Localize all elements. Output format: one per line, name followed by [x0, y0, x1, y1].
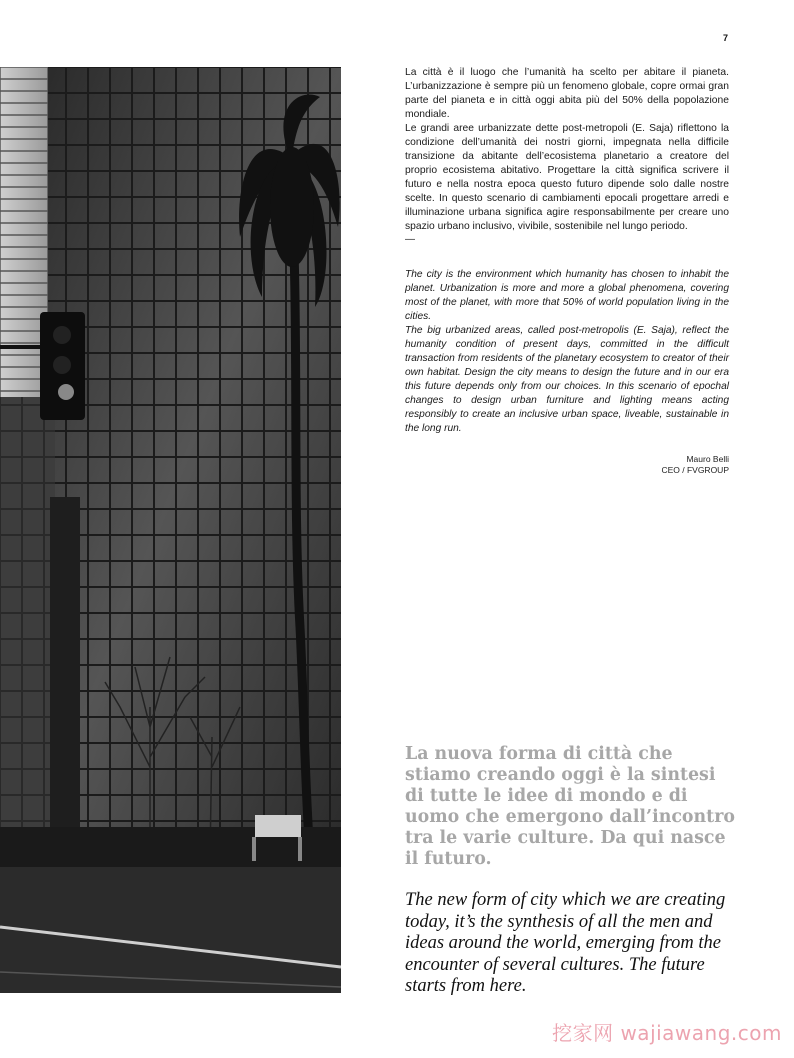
pull-quote-english: The new form of city which we are creating today, it’s the synthesis of all the men and ideas around the world, emerging from the encounter of several cultures. The future starts from here. — [405, 890, 726, 996]
article-column — [405, 66, 729, 476]
signature — [405, 454, 729, 476]
pull-quote-italian: La nuova forma di città che stiamo creando oggi è la sintesi di tutte le idee di mondo e di uomo che emergono dall’incontro tra le varie culture. Da qui nasce il futuro. — [405, 744, 735, 869]
watermark: 挖家网 wajiawang.com — [552, 1021, 782, 1045]
photo-illustration — [0, 67, 341, 993]
italian-paragraph-2: Le grandi aree urbanizzate dette post-metropoli (E. Saja) riflettono la condizione dell’umanità dei nostri giorni, impegnata nella difficile transizione da abitante dell’ecosistema planetario a creatore del proprio ecosistema abitativo. Progettare la città significa scrivere il futuro e nella nostra epoca questo futuro dipende solo dalle nostre scelte. In questo scenario di cambiamenti epocali progettare arredi e illuminazione urbana significa agire responsabilmente per creare uno spazio urbano inclusivo, vivibile, sostenibile nel lungo periodo. — [405, 123, 729, 232]
english-paragraph-1: The city is the environment which humanity has chosen to inhabit the planet. Urbanization is more and more a global phenomena, covering most of the planet, with more that 50% of world population living in the cities. — [405, 269, 729, 322]
separator-dash: — — [405, 234, 415, 245]
italian-paragraph-1: La città è il luogo che l’umanità ha scelto per abitare il pianeta. L’urbanizzazione è sempre più un fenomeno globale, copre ormai gran parte del pianeta e in città oggi abita più del 50% della popolazione mondiale. — [405, 67, 729, 120]
english-paragraph-2: The big urbanized areas, called post-metropolis (E. Saja), reflect the humanity condition of present days, committed in the difficult transaction from residents of the planetary ecosystem to creator of their own habitat. Design the city means to design the future and in our era this future depends only from our choices. In this scenario of epochal changes to design urban furniture and lighting means acting responsibly to create an inclusive urban space, liveable, sustainable in the long run. — [405, 325, 729, 434]
page-number: 7 — [722, 33, 728, 43]
city-skyscraper-photo — [0, 67, 341, 993]
signature-name: Mauro Belli — [686, 454, 729, 464]
english-text — [405, 268, 729, 436]
signature-role: CEO / FVGROUP — [661, 465, 729, 475]
italian-text — [405, 66, 729, 234]
